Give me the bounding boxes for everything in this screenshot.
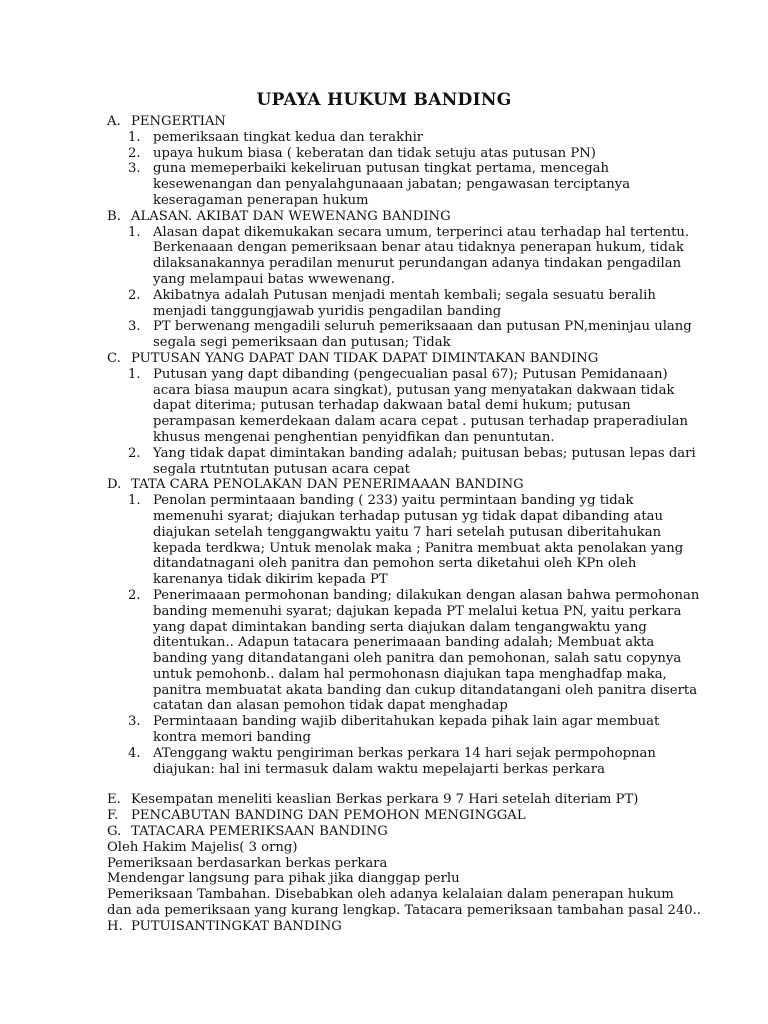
section-label: D.: [107, 477, 122, 493]
paragraph-line: Pemeriksaan Tambahan. Disebabkan oleh adanya kelalaian dalam penerapan hukum: [107, 887, 674, 903]
list-item: [107, 746, 707, 778]
section-c-list: [107, 367, 707, 478]
item-number: 1.: [128, 129, 141, 145]
item-number: 3.: [128, 319, 141, 335]
list-item: [107, 288, 707, 320]
section-c-heading: [107, 351, 707, 367]
item-text: Putusan yang dapt dibanding (pengecualian pasal 67); Putusan Pemidanaan) acara biasa maupun acara singkat), putusan yang menyatakan dakwaan tidak dapat diterima; putusan terhadap dakwaan batal demi hukum; putusan perampasan kemerdekaan dalam acara cepat . putusan terhadap praperadiulan khusus mengenai penghentian penyidfikan dan penuntutan.: [153, 366, 689, 445]
paragraph-line: dan ada pemeriksaan yang kurang lengkap. Tatacara pemeriksaan tambahan pasal 240..: [107, 903, 702, 919]
section-label: E.: [107, 792, 121, 808]
item-text: Penolan permintaaan banding ( 233) yaitu permintaan banding yg tidak memenuhi syarat; diajukan terhadap putusan yg tidak dapat dibanding atau diajukan setelah tenggangwaktu yaitu 7 hari setelah putusan diberitahukan kepada terdkwa; Untuk menolak maka ; Panitra membuat akta penolakan yang ditandatnagani oleh panitra dan pemohon serta diketahui oleh KPn oleh karenanya tidak dikirim kepada PT: [153, 493, 684, 588]
list-item: [107, 319, 707, 351]
item-number: 3.: [128, 714, 141, 730]
section-title: PENCABUTAN BANDING DAN PEMOHON MENGINGGAL: [131, 808, 526, 824]
section-label: B.: [107, 208, 121, 224]
item-text: upaya hukum biasa ( keberatan dan tidak setuju atas putusan PN): [153, 145, 596, 161]
section-a-heading: [107, 114, 707, 130]
item-text: Akibatnya adalah Putusan menjadi mentah kembali; segala sesuatu beralih menjadi tanggungjawab yuridis pengadilan banding: [153, 287, 656, 319]
section-title: PENGERTIAN: [131, 114, 226, 129]
item-number: 2.: [128, 287, 141, 303]
item-text: guna memeperbaiki kekeliruan putusan tingkat pertama, mencegah kesewenangan dan penyalahgunaaan jabatan; pengawasan terciptanya keseragaman penerapan hukum: [153, 161, 631, 208]
section-d-list: [107, 493, 707, 777]
item-text: Permintaaan banding wajib diberitahukan kepada pihak lain agar membuat kontra memori banding: [153, 714, 660, 746]
item-number: 2.: [128, 445, 141, 461]
list-item: [107, 588, 707, 714]
section-g-heading: [107, 824, 707, 840]
list-item: [107, 493, 707, 588]
list-item: [107, 146, 707, 162]
list-item: [107, 130, 707, 146]
section-label: H.: [107, 918, 123, 934]
section-label: F.: [107, 808, 119, 824]
item-number: 3.: [128, 161, 141, 177]
item-text: ATenggang waktu pengiriman berkas perkara 14 hari sejak permpohopnan diajukan: hal ini termasuk dalam waktu mepelajarti berkas perkara: [153, 745, 656, 777]
paragraph-line: Mendengar langsung para pihak jika dianggap perlu: [107, 871, 460, 887]
item-number: 2.: [128, 145, 141, 161]
item-number: 1.: [128, 224, 141, 240]
section-b-list: [107, 225, 707, 351]
document-body: [107, 114, 707, 935]
section-title: PUTUSAN YANG DAPAT DAN TIDAK DAPAT DIMINTAKAN BANDING: [131, 350, 599, 366]
item-text: Alasan dapat dikemukakan secara umum, terperinci atau terhadap hal tertentu. Berkenaaan dengan pemeriksaan benar atau tidaknya penerapan hukum, tidak dilaksanakannya peradilan menurut perundangan adanya tindakan pengadilan yang melampaui batas wwewenang.: [153, 224, 690, 287]
list-item: [107, 161, 707, 208]
item-text: PT berwenang mengadili seluruh pemeriksaaan dan putusan PN,meninjau ulang segala segi pemeriksaan dan putusan; Tidak: [153, 319, 692, 351]
item-text: Yang tidak dapat dimintakan banding adalah; puitusan bebas; putusan lepas dari segala rtutntutan putusan acara cepat: [153, 445, 696, 477]
section-title: PUTUISANTINGKAT BANDING: [131, 918, 342, 934]
list-item: [107, 714, 707, 746]
list-item: [107, 225, 707, 288]
item-number: 4.: [128, 745, 141, 761]
list-item: [107, 367, 707, 446]
section-title: TATACARA PEMERIKSAAN BANDING: [131, 824, 388, 840]
section-label: C.: [107, 350, 121, 366]
section-f-heading: [107, 808, 707, 824]
paragraph-line: Oleh Hakim Majelis( 3 orng): [107, 839, 298, 855]
section-e-heading: [107, 792, 707, 808]
section-title: TATA CARA PENOLAKAN DAN PENERIMAAAN BANDING: [131, 477, 524, 493]
item-text: Penerimaaan permohonan banding; dilakukan dengan alasan bahwa permohonan banding memenuhi syarat; dajukan kepada PT melalui ketua PN, yaitu perkara yang dapat dimintakan banding serta diajukan dalam tengangwaktu yang ditentukan.. Adapun tatacara penerimaaan banding adalah; Membuat akta banding yang ditandatangani oleh panitra dan pemohonan, salah satu copynya untuk pemohonb.. dalam hal permohonasn diajukan tapa menghadfap maka, panitra membuatat akata banding dan cukup ditandatangani oleh panitra diserta catatan dan alasan pemohon tidak dapat menghadap: [153, 587, 700, 714]
document-title: UPAYA HUKUM BANDING: [256, 90, 512, 110]
item-number: 1.: [128, 493, 141, 509]
section-title: ALASAN. AKIBAT DAN WEWENANG BANDING: [131, 208, 451, 224]
list-item: [107, 446, 707, 478]
section-title: Kesempatan meneliti keaslian Berkas perkara 9 7 Hari setelah diteriam PT): [131, 792, 639, 808]
spacer: [107, 777, 707, 792]
section-a-list: [107, 130, 707, 209]
paragraph-line: Pemeriksaan berdasarkan berkas perkara: [107, 855, 388, 871]
section-label: A.: [107, 114, 121, 129]
section-label: G.: [107, 824, 122, 840]
item-text: pemeriksaan tingkat kedua dan terakhir: [153, 129, 424, 145]
item-number: 2.: [128, 587, 141, 603]
section-d-heading: [107, 477, 707, 493]
section-h-heading: [107, 919, 707, 935]
item-number: 1.: [128, 366, 141, 382]
section-b-heading: [107, 209, 707, 225]
